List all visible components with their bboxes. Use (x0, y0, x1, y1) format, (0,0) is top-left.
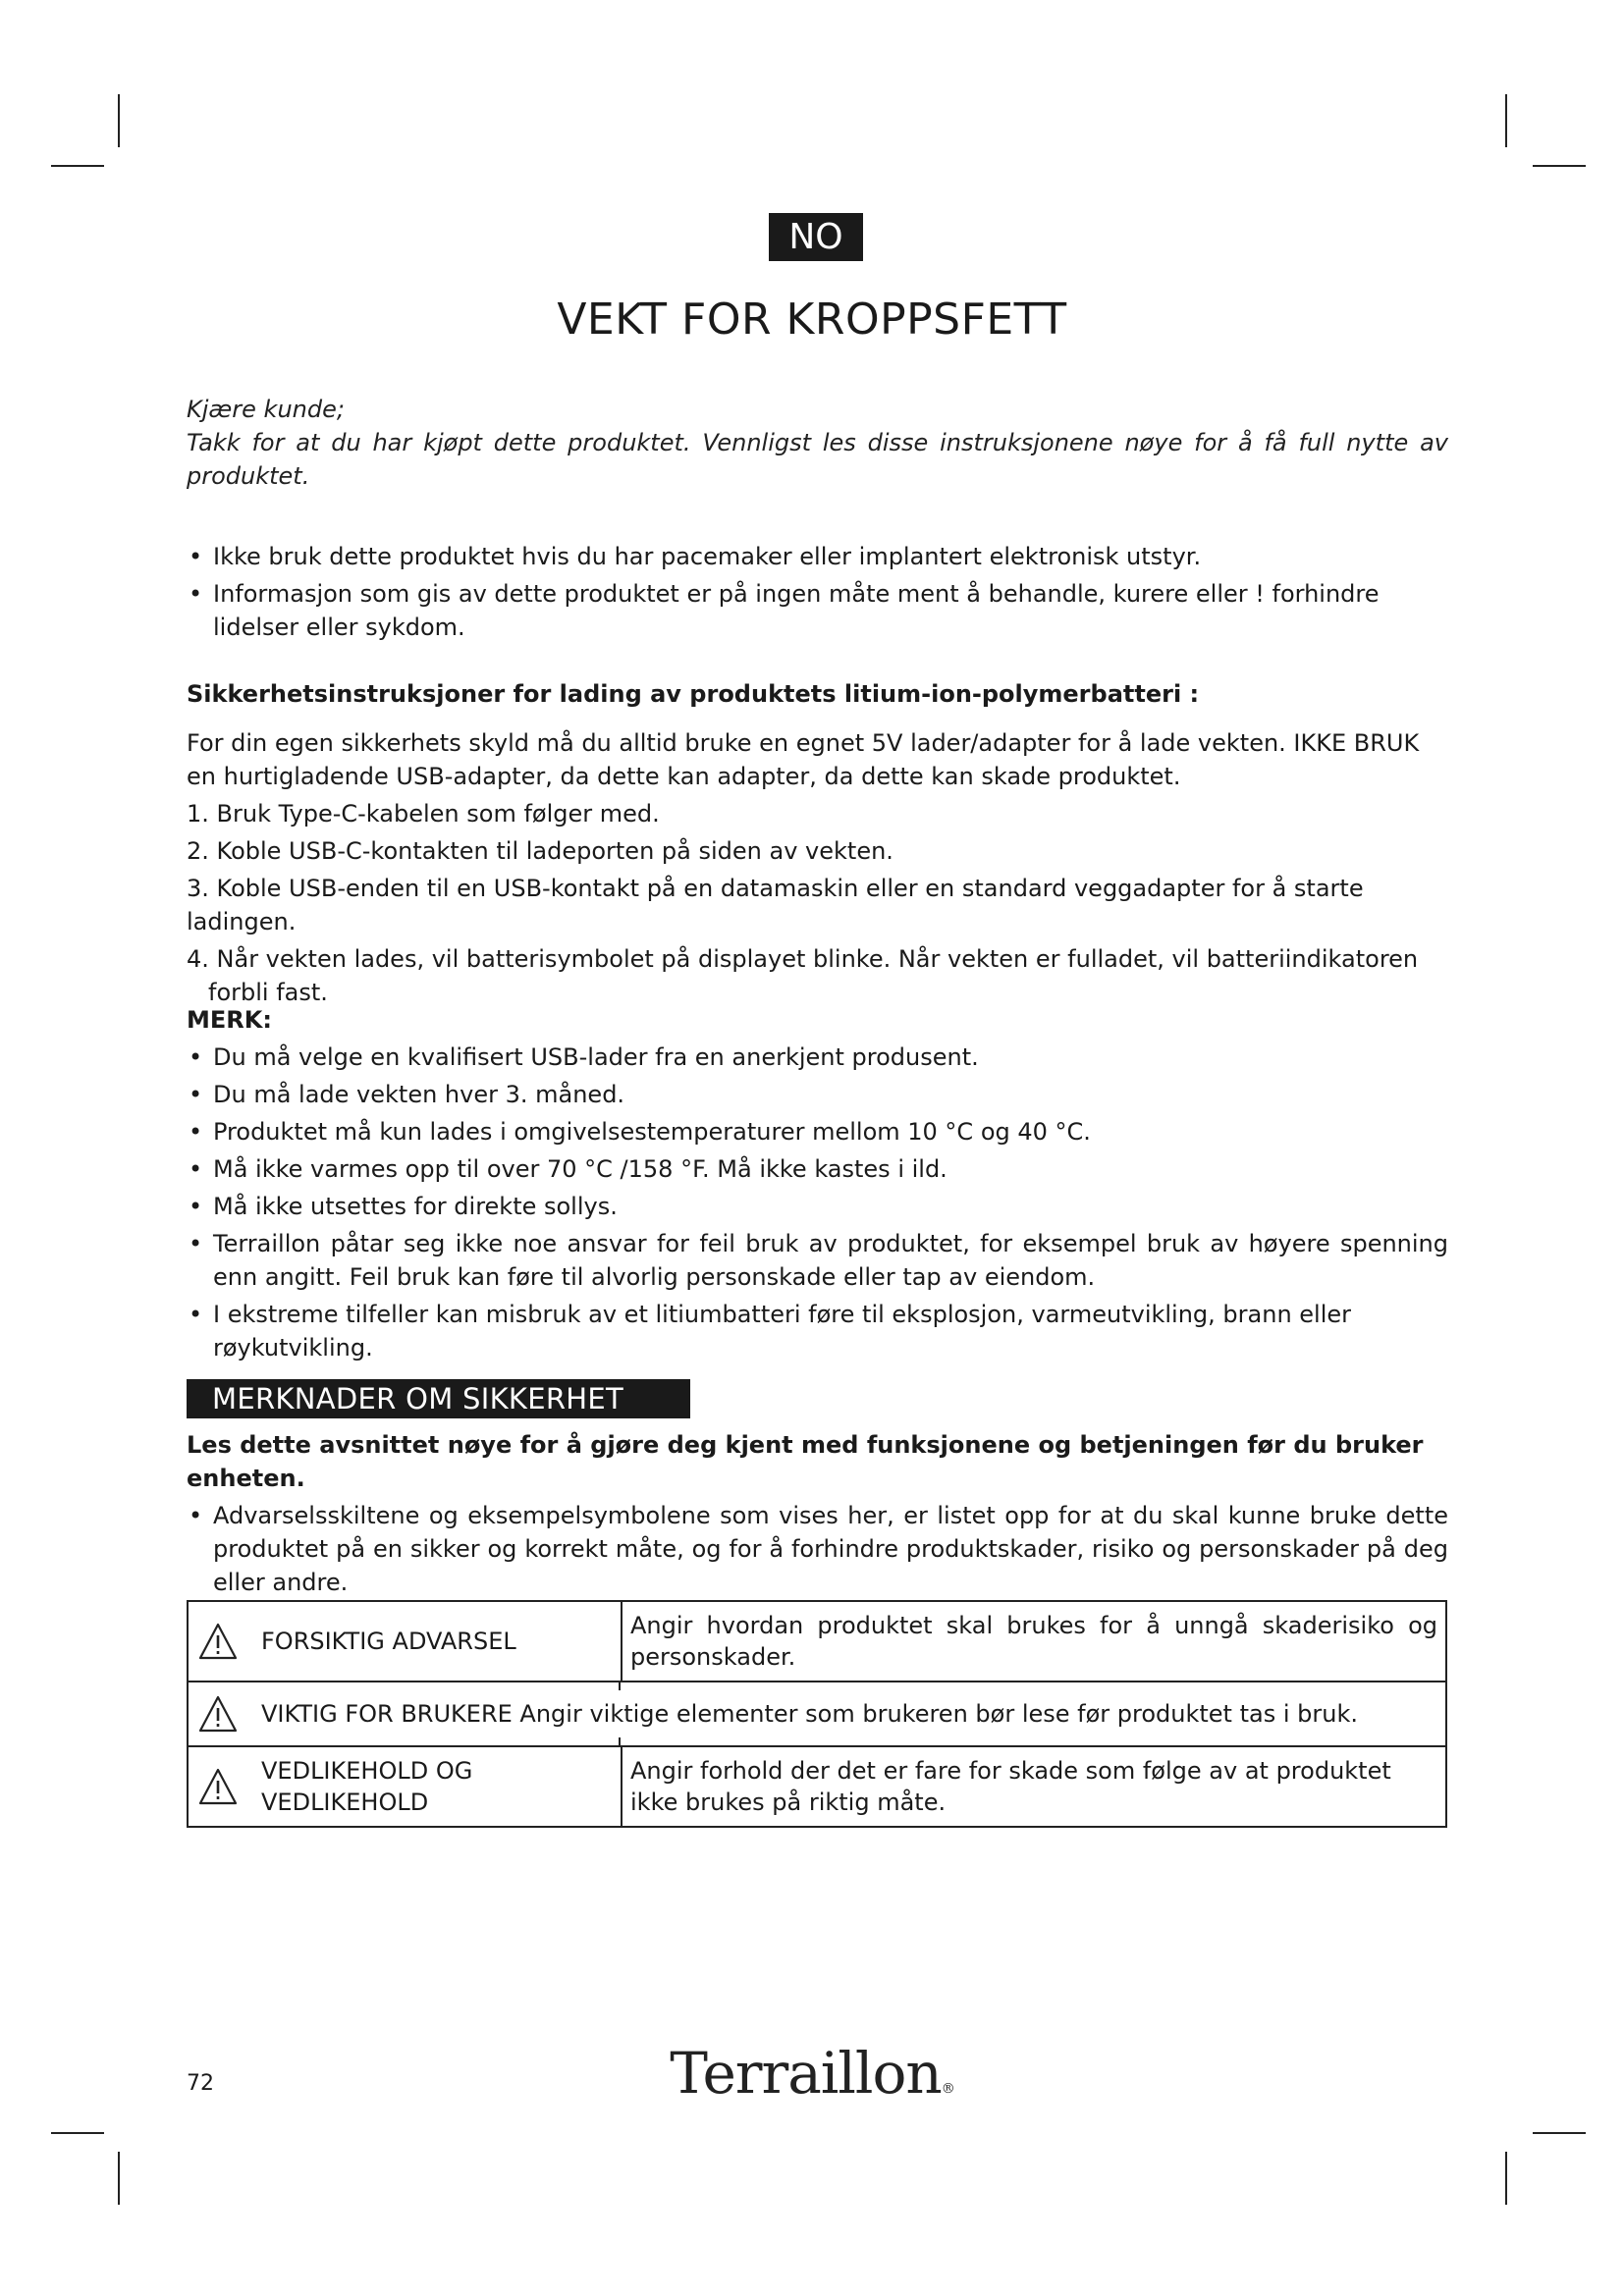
table-cell (188, 1682, 1446, 1746)
charging-section (187, 677, 1448, 1013)
safety-section (187, 1428, 1448, 1603)
crop-mark (118, 94, 120, 147)
crop-mark (1505, 2152, 1507, 2205)
intro-thanks: Takk for at du har kjøpt dette produktet. Vennligst les disse instruksjonene nøye for å få full nytte av produktet. (187, 429, 1448, 490)
warning-table (187, 1600, 1447, 1828)
language-badge: NO (769, 213, 863, 261)
list-item: 1. Bruk Type-C-kabelen som følger med. (187, 800, 660, 828)
table-row (188, 1601, 1446, 1682)
section-heading-safety: MERKNADER OM SIKKERHET (187, 1379, 690, 1418)
note-section (187, 1003, 1448, 1368)
warning-description: Angir hvordan produktet skal brukes for å unngå skaderisiko og personskader. (622, 1601, 1446, 1682)
intro-section (187, 393, 1448, 493)
charging-heading: Sikkerhetsinstruksjoner for lading av produktets litium-ion-polymerbatteri : (187, 680, 1200, 708)
list-item: 4. Når vekten lades, vil batterisymbolet på displayet blinke. Når vekten er fulladet, vil batteriindikatoren forbli fast. (187, 945, 1419, 1006)
list-item: • Du må lade vekten hver 3. måned. (189, 1081, 625, 1108)
table-row (188, 1746, 1446, 1827)
warning-triangle-icon (198, 1694, 238, 1734)
list-item: • Informasjon som gis av dette produktet er på ingen måte ment å behandle, kurere eller ! forhindre lidelser eller sykdom. (189, 580, 1380, 641)
warning-label: FORSIKTIG ADVARSEL (261, 1628, 516, 1655)
list-item: 3. Koble USB-enden til en USB-kontakt på en datamaskin eller en standard veggadapter for å starte ladingen. (187, 875, 1364, 935)
list-item: • Ikke bruk dette produktet hvis du har pacemaker eller implantert elektronisk utstyr. (189, 543, 1202, 570)
warning-label: VEDLIKEHOLD OG VEDLIKEHOLD (261, 1757, 473, 1816)
list-item: • I ekstreme tilfeller kan misbruk av et litiumbatteri føre til eksplosjon, varmeutvikling, brann eller røykutvikling. (189, 1301, 1352, 1362)
warning-triangle-icon (198, 1767, 238, 1806)
greeting: Kjære kunde; (187, 396, 345, 423)
table-cell (188, 1746, 622, 1827)
list-item: • Må ikke utsettes for direkte sollys. (189, 1193, 618, 1220)
warning-label: VIKTIG FOR BRUKERE Angir viktige elementer som brukeren bør lese før produktet tas i bruk. (261, 1700, 1358, 1728)
list-item: • Advarselsskiltene og eksempelsymbolene som vises her, er listet opp for at du skal kunne bruke dette produktet på en sikker og korrekt måte, og for å forhindre produktskader, risiko og personskader på deg eller andre. (189, 1502, 1448, 1596)
table-row (188, 1682, 1446, 1746)
page-title: VEKT FOR KROPPSFETT (557, 294, 1067, 345)
crop-mark (1533, 165, 1586, 167)
list-item: • Du må velge en kvalifisert USB-lader fra en anerkjent produsent. (189, 1043, 979, 1071)
note-heading: MERK: (187, 1006, 272, 1034)
crop-mark (51, 165, 104, 167)
page-number: 72 (187, 2071, 214, 2096)
warning-triangle-icon (198, 1622, 238, 1661)
intro-bullets (187, 540, 1448, 648)
table-cell (188, 1601, 622, 1682)
crop-mark (1505, 94, 1507, 147)
list-item: • Må ikke varmes opp til over 70 °C /158 °F. Må ikke kastes i ild. (189, 1155, 947, 1183)
charging-paragraph: For din egen sikkerhets skyld må du alltid bruke en egnet 5V lader/adapter for å lade vekten. IKKE BRUK en hurtigladende USB-adapter, da dette kan adapter, da dette kan skade produktet. (187, 729, 1420, 790)
safety-lead: Les dette avsnittet nøye for å gjøre deg kjent med funksjonene og betjeningen før du bruker enheten. (187, 1431, 1424, 1492)
crop-mark (118, 2152, 120, 2205)
list-item: 2. Koble USB-C-kontakten til ladeporten på siden av vekten. (187, 837, 893, 865)
crop-mark (51, 2132, 104, 2134)
crop-mark (1533, 2132, 1586, 2134)
warning-description: Angir forhold der det er fare for skade som følge av at produktet ikke brukes på riktig måte. (622, 1746, 1446, 1827)
brand-logo: Terraillon® (670, 2040, 954, 2107)
list-item: • Produktet må kun lades i omgivelsestemperaturer mellom 10 °C og 40 °C. (189, 1118, 1091, 1146)
list-item: • Terraillon påtar seg ikke noe ansvar for feil bruk av produktet, for eksempel bruk av høyere spenning enn angitt. Feil bruk kan føre til alvorlig personskade eller tap av eiendom. (189, 1230, 1448, 1291)
